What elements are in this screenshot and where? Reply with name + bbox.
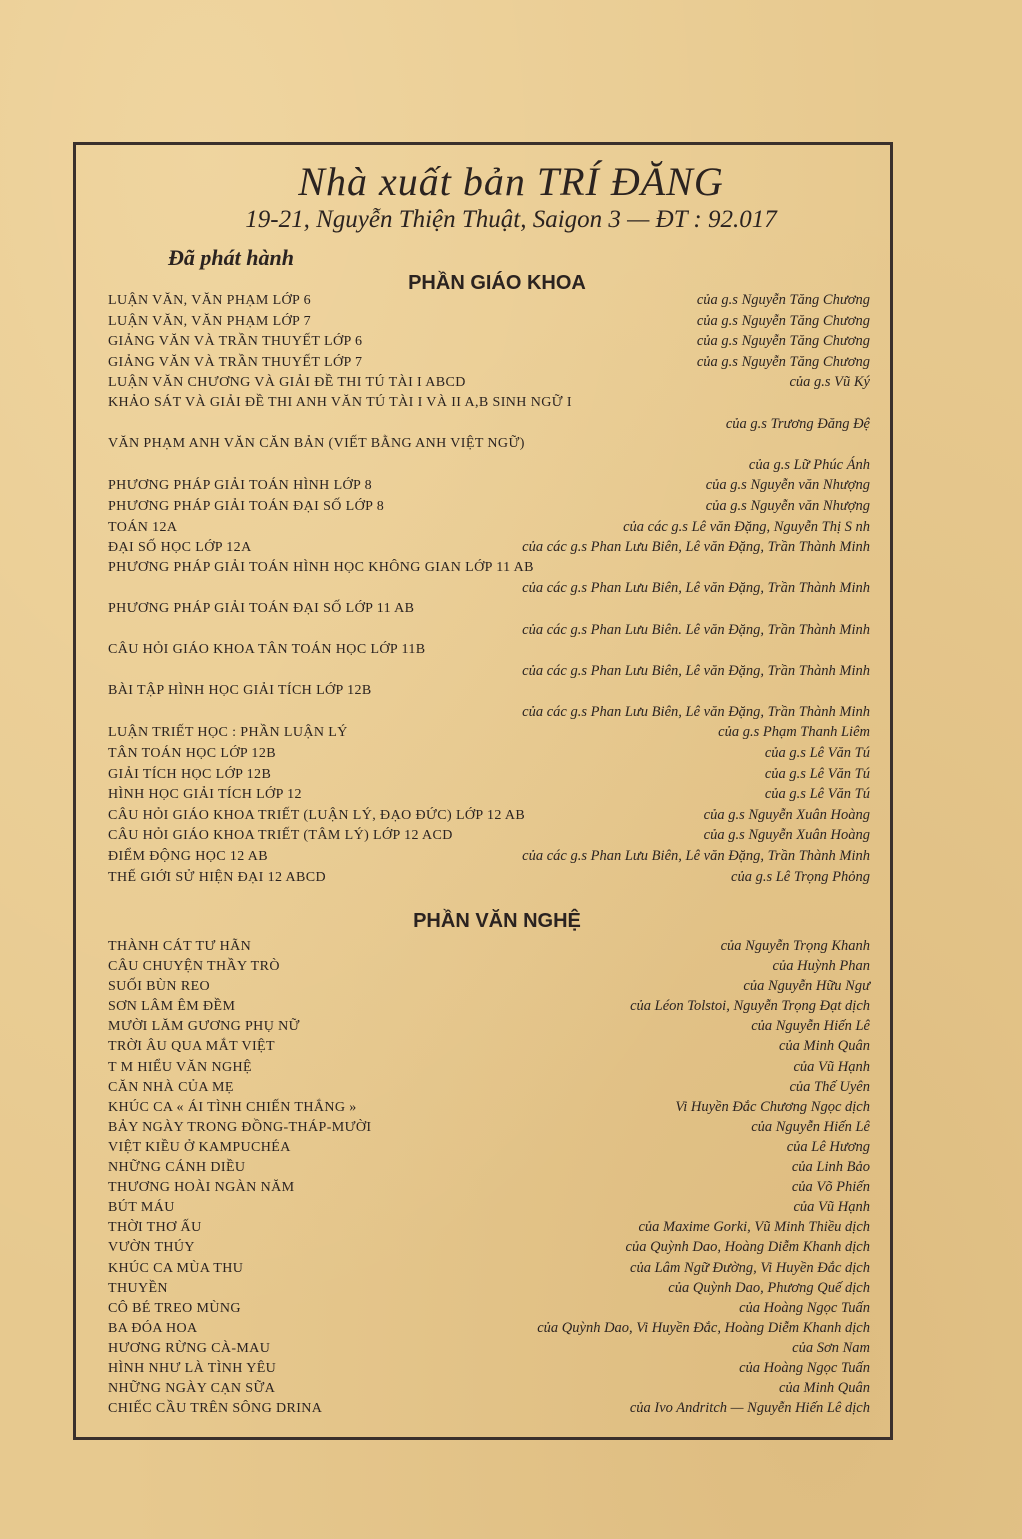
book-author: của Võ Phiến: [791, 1179, 870, 1196]
book-author: của Quỳnh Dao, Vi Huyền Đắc, Hoàng Diễm Khanh dịch: [537, 1319, 870, 1336]
book-entry: [108, 1217, 870, 1237]
book-title: VĂN PHẠM ANH VĂN CĂN BẢN (VIẾT BẰNG ANH VIỆT NGỮ): [108, 436, 525, 452]
textbooks-heading: PHẦN GIÁO KHOA: [408, 272, 586, 294]
book-entry: [108, 558, 870, 599]
book-entry: [108, 1278, 870, 1298]
book-title: THÀNH CÁT TƯ HÃN: [108, 939, 252, 954]
book-author: của các g.s Phan Lưu Biên, Lê văn Đặng, Trần Thành Minh: [522, 580, 870, 597]
book-author: của g.s Nguyễn Xuân Hoàng: [703, 806, 870, 823]
book-title: KHẢO SÁT VÀ GIẢI ĐỀ THI ANH VĂN TÚ TÀI I VÀ II A,B SINH NGỮ I: [108, 394, 572, 410]
book-title: CĂN NHÀ CỦA MẸ: [108, 1079, 234, 1095]
book-entry: [108, 517, 870, 538]
book-author: của g.s Vũ Ký: [789, 374, 870, 391]
book-author: của Quỳnh Dao, Phương Quế dịch: [668, 1279, 870, 1296]
book-author: của g.s Trương Đăng Đệ: [725, 415, 870, 432]
book-entry: [108, 1298, 870, 1318]
book-author: của g.s Lê Văn Tú: [764, 745, 870, 762]
book-entry: [108, 1016, 870, 1036]
book-author: của g.s Lê Văn Tú: [764, 765, 870, 782]
book-entry: [108, 956, 870, 976]
book-title: CÂU HỎI GIÁO KHOA TRIẾT (LUẬN LÝ, ĐẠO ĐỨC) LỚP 12 AB: [108, 807, 526, 823]
book-author: của Léon Tolstoi, Nguyễn Trọng Đạt dịch: [630, 998, 870, 1015]
book-title: LUẬN VĂN CHƯƠNG VÀ GIẢI ĐỀ THI TÚ TÀI I ABCD: [108, 375, 466, 391]
book-author: của Vũ Hạnh: [793, 1058, 870, 1075]
book-title: CÂU HỎI GIÁO KHOA TRIẾT (TÂM LÝ) LỚP 12 ACD: [108, 828, 453, 844]
book-entry: [108, 290, 870, 311]
book-title: BÚT MÁU: [108, 1200, 175, 1216]
book-entry: [108, 1137, 870, 1157]
book-title: BẢY NGÀY TRONG ĐỒNG-THÁP-MƯỜI: [108, 1119, 372, 1135]
book-title: MƯỜI LĂM GƯƠNG PHỤ NỮ: [108, 1019, 300, 1035]
book-author: của g.s Lê Trọng Phỏng: [731, 868, 870, 885]
book-entry: [108, 599, 870, 640]
book-title: BÀI TẬP HÌNH HỌC GIẢI TÍCH LỚP 12B: [108, 683, 372, 699]
book-author: của g.s Nguyễn văn Nhượng: [705, 477, 870, 494]
book-title: TOÁN 12A: [108, 519, 178, 535]
book-entry: [108, 681, 870, 722]
book-author: của các g.s Phan Lưu Biên, Lê văn Đặng, Trần Thành Minh: [522, 662, 870, 679]
book-entry: [108, 825, 870, 846]
book-author: của Maxime Gorki, Vũ Minh Thiều dịch: [638, 1219, 870, 1236]
book-entry: [108, 846, 870, 867]
book-entry: [108, 784, 870, 805]
book-author: của Nguyễn Trọng Khanh: [720, 938, 870, 954]
book-title: VƯỜN THÚY: [108, 1240, 195, 1256]
book-author: của Ivo Andritch — Nguyễn Hiến Lê dịch: [629, 1400, 870, 1417]
book-author: của các g.s Lê văn Đặng, Nguyễn Thị S nh: [623, 518, 870, 535]
book-entry: [108, 1036, 870, 1056]
book-author: của g.s Nguyễn Tăng Chương: [696, 312, 870, 329]
book-title: THUYỀN: [108, 1280, 168, 1296]
book-entry: [108, 537, 870, 558]
book-author: của các g.s Phan Lưu Biên, Lê văn Đặng, Trần Thành Minh: [522, 703, 870, 720]
book-author: của Vũ Hạnh: [793, 1199, 870, 1216]
book-entry: [108, 936, 870, 956]
book-entry: [108, 1398, 870, 1418]
publisher-address: 19-21, Nguyễn Thiện Thuật, Saigon 3 — ĐT : 92.017: [245, 206, 777, 233]
book-entry: [108, 496, 870, 517]
book-entry: [108, 331, 870, 352]
book-entry: [108, 1358, 870, 1378]
book-title: LUẬN VĂN, VĂN PHẠM LỚP 6: [108, 293, 312, 308]
book-entry: [108, 976, 870, 996]
book-title: THỜI THƠ ẤU: [108, 1220, 202, 1236]
book-title: VIỆT KIỀU Ở KAMPUCHÉA: [108, 1139, 291, 1155]
book-author: của Quỳnh Dao, Hoàng Diễm Khanh dịch: [625, 1239, 870, 1256]
book-entry: [108, 434, 870, 475]
book-author: của g.s Lê Văn Tú: [764, 786, 870, 803]
book-author: của g.s Lữ Phúc Ánh: [748, 456, 870, 473]
book-title: KHÚC CA MÙA THU: [108, 1260, 244, 1276]
book-author: của Hoàng Ngọc Tuấn: [739, 1359, 870, 1376]
book-title: THƯƠNG HOÀI NGÀN NĂM: [108, 1180, 295, 1196]
book-author: của Huỳnh Phan: [772, 958, 870, 975]
publisher-title: Nhà xuất bản TRÍ ĐĂNG: [298, 159, 724, 204]
textbooks-list: [108, 290, 870, 887]
book-author: của g.s Nguyễn Tăng Chương: [696, 333, 870, 350]
book-author: của g.s Phạm Thanh Liêm: [718, 724, 870, 741]
book-title: CÂU HỎI GIÁO KHOA TÂN TOÁN HỌC LỚP 11B: [108, 642, 426, 658]
book-author: của các g.s Phan Lưu Biên, Lê văn Đặng, Trần Thành Minh: [522, 848, 870, 865]
book-entry: [108, 867, 870, 888]
literature-list: [108, 936, 870, 1418]
literature-heading: PHẦN VĂN NGHỆ: [413, 910, 581, 932]
book-title: PHƯƠNG PHÁP GIẢI TOÁN ĐẠI SỐ LỚP 11 AB: [108, 600, 415, 616]
book-title: TRỜI ÂU QUA MẮT VIỆT: [108, 1039, 275, 1055]
book-title: THẾ GIỚI SỬ HIỆN ĐẠI 12 ABCD: [108, 869, 327, 885]
book-title: T M HIỂU VĂN NGHỆ: [108, 1059, 252, 1075]
book-entry: [108, 393, 870, 434]
book-entry: [108, 1057, 870, 1077]
book-entry: [108, 996, 870, 1016]
book-entry: [108, 1177, 870, 1197]
book-author: của Minh Quân: [778, 1038, 870, 1055]
book-title: GIẢNG VĂN VÀ TRẦN THUYẾT LỚP 6: [108, 334, 363, 350]
book-author: của g.s Nguyễn Xuân Hoàng: [703, 827, 870, 844]
book-entry: [108, 1077, 870, 1097]
book-title: ĐIỂM ĐỘNG HỌC 12 AB: [108, 849, 269, 865]
book-author: của Lâm Ngữ Đường, Vi Huyền Đắc dịch: [630, 1259, 870, 1276]
book-author: của Nguyễn Hữu Ngư: [743, 978, 870, 995]
book-title: HÌNH NHƯ LÀ TÌNH YÊU: [108, 1360, 277, 1376]
book-title: CHIẾC CẦU TRÊN SÔNG DRINA: [108, 1401, 323, 1417]
book-entry: [108, 1197, 870, 1217]
book-title: NHỮNG NGÀY CẠN SỮA: [108, 1381, 276, 1397]
book-author: của Thế Uyên: [789, 1078, 870, 1095]
book-author: của Minh Quân: [778, 1380, 870, 1397]
book-title: ĐẠI SỐ HỌC LỚP 12A: [108, 540, 252, 556]
book-author: của Linh Bảo: [791, 1159, 870, 1176]
book-author: của g.s Nguyễn Tăng Chương: [696, 353, 870, 370]
book-author: Vi Huyền Đắc Chương Ngọc dịch: [675, 1098, 870, 1115]
book-title: KHÚC CA « ÁI TÌNH CHIẾN THẮNG »: [108, 1099, 357, 1115]
book-entry: [108, 640, 870, 681]
book-entry: [108, 372, 870, 393]
book-author: của g.s Nguyễn Tăng Chương: [696, 292, 870, 308]
book-entry: [108, 352, 870, 373]
book-entry: [108, 1258, 870, 1278]
book-author: của g.s Nguyễn văn Nhượng: [705, 497, 870, 514]
book-title: GIẢNG VĂN VÀ TRẦN THUYẾT LỚP 7: [108, 354, 363, 370]
book-title: SƠN LÂM ÊM ĐỀM: [108, 999, 236, 1015]
book-title: BA ĐÓA HOA: [108, 1320, 198, 1336]
book-title: CÂU CHUYỆN THẦY TRÒ: [108, 959, 280, 975]
book-entry: [108, 743, 870, 764]
book-entry: [108, 805, 870, 826]
book-title: LUẬN TRIẾT HỌC : PHẦN LUẬN LÝ: [108, 725, 348, 741]
book-entry: [108, 1157, 870, 1177]
book-entry: [108, 1318, 870, 1338]
book-title: GIẢI TÍCH HỌC LỚP 12B: [108, 766, 272, 782]
book-title: PHƯƠNG PHÁP GIẢI TOÁN HÌNH HỌC KHÔNG GIAN LỚP 11 AB: [108, 559, 534, 575]
book-title: TÂN TOÁN HỌC LỚP 12B: [108, 746, 276, 762]
book-author: của các g.s Phan Lưu Biên. Lê văn Đặng, Trần Thành Minh: [522, 621, 870, 638]
book-title: PHƯƠNG PHÁP GIẢI TOÁN ĐẠI SỐ LỚP 8: [108, 498, 385, 514]
book-entry: [108, 1097, 870, 1117]
book-entry: [108, 475, 870, 496]
book-title: SUỐI BÙN REO: [108, 979, 211, 995]
book-author: của Hoàng Ngọc Tuấn: [739, 1299, 870, 1316]
book-entry: [108, 311, 870, 332]
book-title: HÌNH HỌC GIẢI TÍCH LỚP 12: [108, 787, 302, 803]
book-author: của Nguyễn Hiến Lê: [751, 1018, 870, 1035]
book-entry: [108, 1378, 870, 1398]
book-title: LUẬN VĂN, VĂN PHẠM LỚP 7: [108, 313, 312, 329]
book-author: của các g.s Phan Lưu Biên, Lê văn Đặng, Trần Thành Minh: [522, 539, 870, 556]
published-label: Đã phát hành: [168, 245, 294, 270]
book-author: của Nguyễn Hiến Lê: [751, 1118, 870, 1135]
book-title: HƯƠNG RỪNG CÀ-MAU: [108, 1340, 271, 1356]
book-entry: [108, 764, 870, 785]
book-entry: [108, 1117, 870, 1137]
book-author: của Lê Hương: [786, 1138, 870, 1155]
book-author: của Sơn Nam: [792, 1339, 870, 1356]
book-title: NHỮNG CÁNH DIỀU: [108, 1160, 246, 1176]
book-entry: [108, 1237, 870, 1257]
book-entry: [108, 722, 870, 743]
book-entry: [108, 1338, 870, 1358]
book-title: PHƯƠNG PHÁP GIẢI TOÁN HÌNH LỚP 8: [108, 478, 373, 494]
book-title: CÔ BÉ TREO MÙNG: [108, 1300, 241, 1316]
